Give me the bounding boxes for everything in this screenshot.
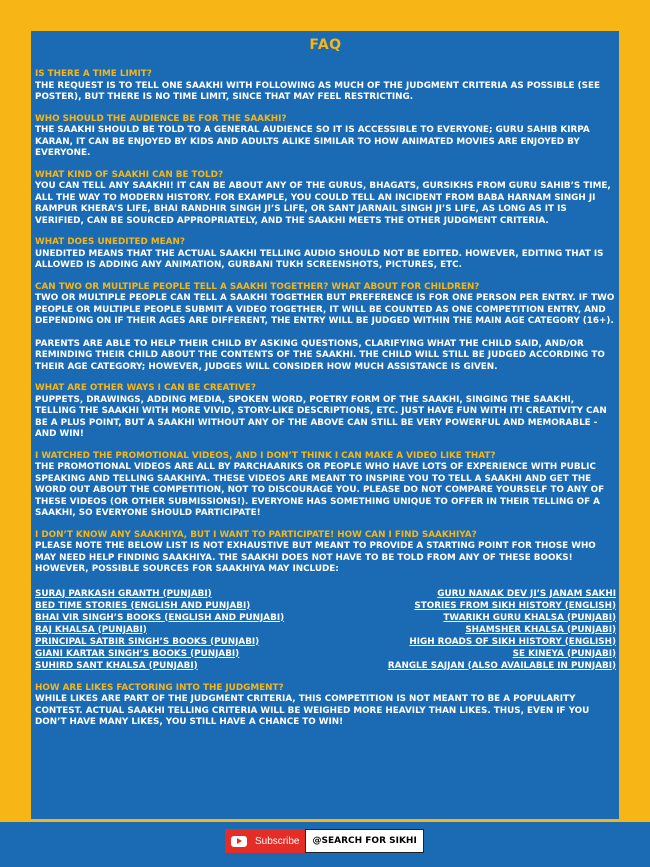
faq-item [35, 383, 616, 441]
faq-answer [35, 395, 616, 441]
faq-item [35, 69, 616, 104]
faq-answer-paragraph: THE SAAKHI SHOULD BE TOLD TO A GENERAL AUDIENCE SO IT IS ACCESSIBLE TO EVERYONE; GURU SAHIB KIRPA KARAN, IT CAN BE ENJOYED BY KIDS AND ADULTS ALIKE SIMILAR TO HOW ANIMATED MOVIES ARE ENJOYED BY EVERYONE. [35, 125, 590, 158]
faq-list [35, 69, 616, 576]
youtube-play-icon [231, 836, 247, 847]
faq-answer-paragraph: PLEASE NOTE THE BELOW LIST IS NOT EXHAUSTIVE BUT MEANT TO PROVIDE A STARTING POINT FOR THOSE WHO MAY NEED HELP FINDING SAAKHIYA. THE SAAKHI DOES NOT HAVE TO BE TOLD FROM ANY OF THESE BOOKS! HOWEVER, POSSIBLE SOURCES FOR SAAKHIYA MAY INCLUDE: [35, 541, 596, 574]
faq-answer-paragraph: PUPPETS, DRAWINGS, ADDING MEDIA, SPOKEN WORD, POETRY FORM OF THE SAAKHI, SINGING THE SAAKHI, TELLING THE SAAKHI WITH MORE VIVID, STORY-LIKE DESCRIPTIONS, ETC. JUST HAVE FUN WITH IT! CREATIVITY CAN BE A PLUS POINT, BUT A SAAKHI WITHOUT ANY OF THE ABOVE CAN STILL BE VERY POWERFUL AND MEMORABLE - AND WIN! [35, 394, 607, 439]
source-link[interactable]: SHAMSHER KHALSA (PUNJABI) [465, 624, 616, 635]
source-link[interactable]: GURU NANAK DEV JI’S JANAM SAKHI [437, 588, 616, 599]
faq-item [35, 237, 616, 272]
sources-right-column [388, 588, 616, 672]
source-link[interactable]: SE KINEYA (PUNJABI) [512, 648, 616, 659]
faq-answer [35, 541, 616, 576]
faq-question: IS THERE A TIME LIMIT? [35, 69, 152, 79]
faq-question: I WATCHED THE PROMOTIONAL VIDEOS, AND I DON’T THINK I CAN MAKE A VIDEO LIKE THAT? [35, 450, 496, 461]
source-link[interactable]: SURAJ PARKASH GRANTH (PUNJABI) [35, 588, 212, 599]
source-link[interactable]: RAJ KHALSA (PUNJABI) [35, 624, 147, 635]
source-link[interactable]: PRINCIPAL SATBIR SINGH’S BOOKS (PUNJABI) [35, 636, 260, 647]
source-link[interactable]: GIANI KARTAR SINGH’S BOOKS (PUNJABI) [35, 648, 240, 659]
faq-question: HOW ARE LIKES FACTORING INTO THE JUDGMENT? [35, 682, 284, 693]
footer-bar [225, 829, 424, 853]
faq-item [35, 530, 616, 576]
faq-question: WHO SHOULD THE AUDIENCE BE FOR THE SAAKHI? [35, 113, 287, 124]
faq-answer: WHILE LIKES ARE PART OF THE JUDGMENT CRITERIA, THIS COMPETITION IS NOT MEANT TO BE A POPULARITY CONTEST. ACTUAL SAAKHI TELLING CRITERIA WILL BE WEIGHED MORE HEAVILY THAN LIKES. THUS, EVEN IF YOU DON’T HAVE MANY LIKES, YOU STILL HAVE A CHANCE TO WIN! [35, 694, 590, 727]
faq-answer [35, 125, 616, 160]
faq-question: CAN TWO OR MULTIPLE PEOPLE TELL A SAAKHI TOGETHER? WHAT ABOUT FOR CHILDREN? [35, 281, 480, 292]
source-link[interactable]: BHAI VIR SINGH’S BOOKS (ENGLISH AND PUNJABI) [35, 612, 285, 623]
faq-item [35, 170, 616, 228]
faq-item [35, 114, 616, 160]
faq-answer-paragraph: YOU CAN TELL ANY SAAKHI! IT CAN BE ABOUT ANY OF THE GURUS, BHAGATS, GURSIKHS FROM GURU SAHIB’S TIME, ALL THE WAY TO MODERN HISTORY. FOR EXAMPLE, YOU COULD TELL AN INCIDENT FROM BABA HARNAM SINGH JI RAMPUR KHERA’S LIFE, BHAI RANDHIR SINGH JI’S LIFE, OR SANT JARNAIL SINGH JI’S LIFE, AS LONG AS IT IS VERIFIED, CAN BE SOURCED APPROPRIATELY, AND THE SAAKHI MEETS THE OTHER JUDGMENT CRITERIA. [35, 181, 611, 226]
faq-answer-paragraph: THE PROMOTIONAL VIDEOS ARE ALL BY PARCHAARIKS OR PEOPLE WHO HAVE LOTS OF EXPERIENCE WITH PUBLIC SPEAKING AND TELLING SAAKHIYA. THESE VIDEOS ARE MEANT TO INSPIRE YOU TO TELL A SAAKHI AND GET THE WORD OUT ABOUT THE COMPETITION, NOT TO DISCOURAGE YOU. PLEASE DO NOT COMPARE YOURSELF TO ANY OF THESE VIDEOS (OR OTHER SUBMISSIONS!). EVERYONE HAS SOMETHING UNIQUE TO OFFER IN THEIR TELLING OF A SAAKHI, SO EVERYONE SHOULD PARTICIPATE! [35, 462, 605, 518]
faq-answer [35, 249, 616, 272]
faq-answer [35, 181, 616, 227]
faq-answer-paragraph: THE REQUEST IS TO TELL ONE SAAKHI WITH FOLLOWING AS MUCH OF THE JUDGMENT CRITERIA AS POSSIBLE (SEE POSTER), BUT THERE IS NO TIME LIMIT, SINCE THAT MAY FEEL RESTRICTING. [35, 80, 600, 102]
subscribe-button[interactable] [225, 829, 305, 853]
subscribe-label: Subscribe [255, 835, 300, 847]
sources-left-column [35, 588, 284, 672]
faq-item [35, 451, 616, 520]
faq-question: WHAT KIND OF SAAKHI CAN BE TOLD? [35, 169, 224, 180]
source-link[interactable]: BED TIME STORIES (ENGLISH AND PUNJABI) [35, 600, 251, 611]
source-link[interactable]: TWARIKH GURU KHALSA (PUNJABI) [443, 612, 616, 623]
faq-answer-paragraph: UNEDITED MEANS THAT THE ACTUAL SAAKHI TELLING AUDIO SHOULD NOT BE EDITED. HOWEVER, EDITING THAT IS ALLOWED IS ADDING ANY ANIMATION, GURBANI TUKH SCREENSHOTS, PICTURES, ETC. [35, 248, 604, 270]
page-title: FAQ [309, 37, 342, 53]
sources-list [35, 588, 616, 672]
source-link[interactable]: HIGH ROADS OF SIKH HISTORY (ENGLISH) [409, 636, 616, 647]
faq-question: WHAT ARE OTHER WAYS I CAN BE CREATIVE? [35, 383, 256, 393]
faq-answer-paragraph: PARENTS ARE ABLE TO HELP THEIR CHILD BY ASKING QUESTIONS, CLARIFYING WHAT THE CHILD SAID, AND/OR REMINDING THEIR CHILD ABOUT THE CONTENTS OF THE SAAKHI. THE CHILD WILL STILL BE JUDGED ACCORDING TO THEIR AGE CATEGORY; HOWEVER, JUDGES WILL CONSIDER HOW MUCH ASSISTANCE IS GIVEN. [35, 338, 605, 372]
faq-answer [35, 293, 616, 373]
source-link[interactable]: STORIES FROM SIKH HISTORY (ENGLISH) [414, 600, 616, 611]
faq-answer-paragraph: TWO OR MULTIPLE PEOPLE CAN TELL A SAAKHI TOGETHER BUT PREFERENCE IS FOR ONE PERSON PER ENTRY. IF TWO PEOPLE OR MULTIPLE PEOPLE SUBMIT A VIDEO TOGETHER, IT WILL BE COUNTED AS ONE COMPETITION ENTRY, AND DEPENDING ON IF THEIR AGES ARE DIFFERENT, THE ENTRY WILL BE JUDGED WITHIN THE MAIN AGE CATEGORY (16+). [35, 293, 615, 326]
source-link[interactable]: SUHIRD SANT KHALSA (PUNJABI) [35, 660, 198, 671]
faq-question: I DON’T KNOW ANY SAAKHIYA, BUT I WANT TO PARTICIPATE! HOW CAN I FIND SAAKHIYA? [35, 529, 477, 540]
faq-item-likes [35, 683, 616, 729]
faq-panel [31, 31, 619, 819]
channel-handle[interactable]: @SEARCH FOR SIKHI [305, 829, 423, 853]
faq-answer [35, 81, 616, 104]
source-link[interactable]: RANGLE SAJJAN (ALSO AVAILABLE IN PUNJABI) [387, 660, 616, 671]
faq-answer [35, 462, 616, 520]
faq-item [35, 282, 616, 374]
faq-question: WHAT DOES UNEDITED MEAN? [35, 237, 185, 247]
